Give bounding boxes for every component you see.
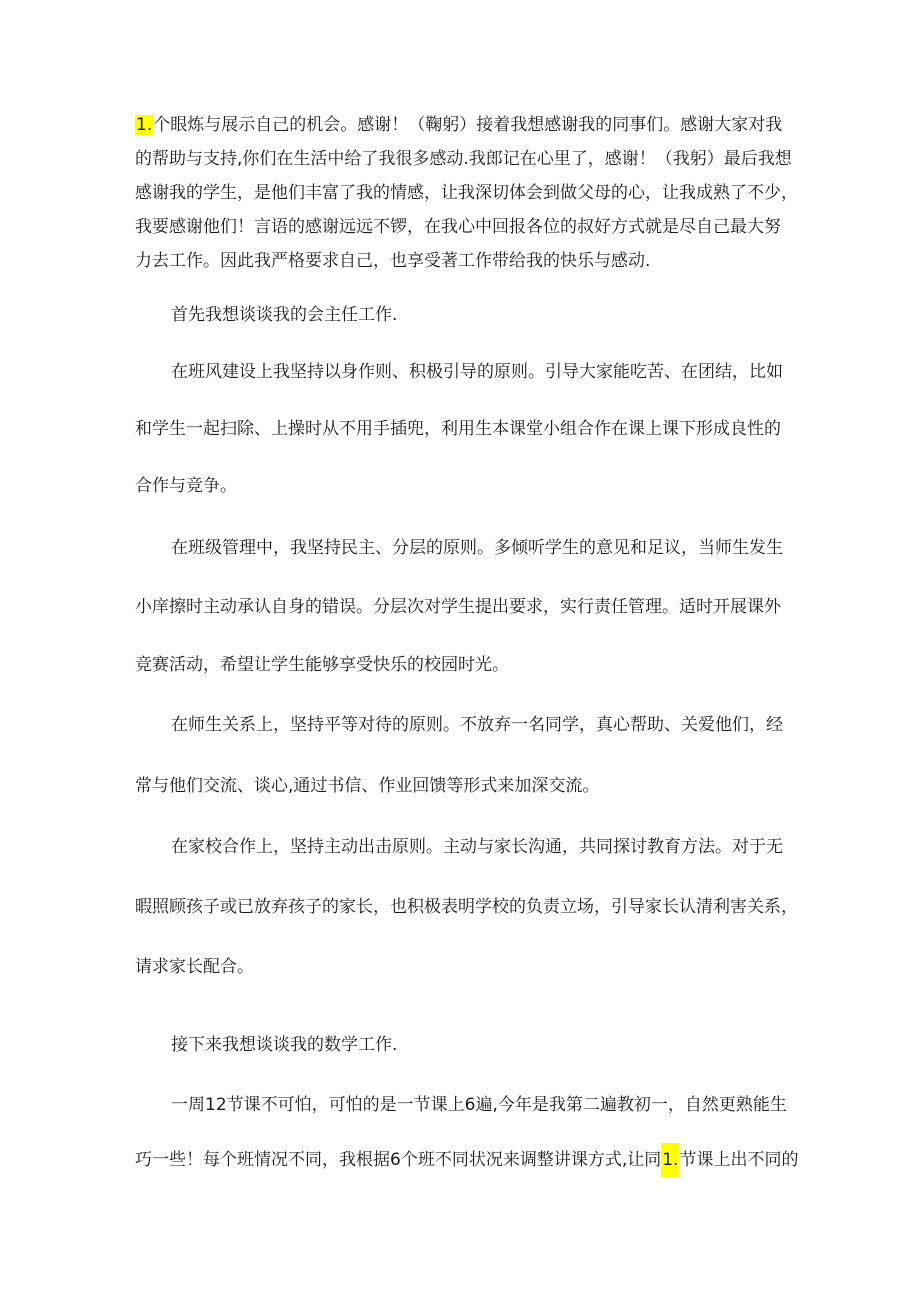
paragraph-2-line-1: 在班风建设上我坚持以身作则、积极引导的原则。引导大家能吃苦、在团结，比如 <box>171 362 783 382</box>
paragraph-5-line-3: 请求家长配合。 <box>135 957 254 977</box>
paragraph-3-line-1: 在班级管理中，我坚持民主、分层的原则。多倾听学生的意见和足议，当师生发生 <box>171 538 783 558</box>
paragraph-5-line-2: 暇照顾孩子或已放弃孩子的家长，也积极表明学校的负责立场，引导家长认清利害关系， <box>135 897 798 917</box>
text-span: 巧一些！每个班情况不同，我根据6个班不同状况来调整讲课方式,让同 <box>135 1150 662 1170</box>
paragraph-1-line-4: 我要感谢他们！言语的感谢远远不锣，在我心中回报各位的叔好方式就是尽自己最大努 <box>135 217 781 237</box>
paragraph-6-line-1: 一周12节课不可怕，可怕的是一节课上6遍,今年是我第二遍教初一，自然更熟能生 <box>171 1095 787 1115</box>
paragraph-1-line-1 <box>135 110 782 135</box>
highlight-marker: 1. <box>661 1143 679 1177</box>
paragraph-6-line-2 <box>135 1143 798 1177</box>
paragraph-3-line-3: 竞赛活动，希望让学生能够享受快乐的校园时光。 <box>135 655 509 675</box>
text-span: 个眼炼与展示自己的机会。感谢！（鞠躬）接着我想感谢我的同事们。感谢大家对我 <box>153 115 783 135</box>
paragraph-1-line-3: 感谢我的学生，是他们丰富了我的情感，让我深切体会到做父母的心，让我成熟了不少， <box>135 183 798 203</box>
paragraph-2-line-3: 合作与竞争。 <box>135 476 237 496</box>
section-heading-math-work: 接下来我想谈谈我的数学工作. <box>171 1035 398 1055</box>
paragraph-3-line-2: 小庠擦时主动承认自身的错误。分层次对学生提出要求，实行责任管理。适时开展课外 <box>135 597 781 617</box>
paragraph-2-line-2: 和学生一起扫除、上操时从不用手插兜，利用生本课堂小组合作在课上课下形成良性的 <box>135 419 781 439</box>
section-heading-class-teacher: 首先我想谈谈我的会主任工作. <box>171 305 398 325</box>
paragraph-5-line-1: 在家校合作上，坚持主动出击原则。主动与家长沟通，共同探讨教育方法。对于无 <box>171 837 783 857</box>
paragraph-4-line-1: 在师生关系上，坚持平等对待的原则。不放弃一名同学，真心帮助、关爱他们，经 <box>171 715 783 735</box>
highlight-marker: 1. <box>136 115 153 135</box>
paragraph-1-line-2: 的帮助与支持,你们在生活中给了我很多感动.我郎记在心里了，感谢！（我躬）最后我想 <box>135 149 792 169</box>
text-span: 节课上出不同的 <box>679 1150 799 1170</box>
paragraph-4-line-2: 常与他们交流、谈心,通过书信、作业回馈等形式来加深交流。 <box>135 776 600 796</box>
paragraph-1-line-5: 力去工作。因此我严格要求自己，也享受著工作带给我的快乐与感动. <box>135 251 651 271</box>
